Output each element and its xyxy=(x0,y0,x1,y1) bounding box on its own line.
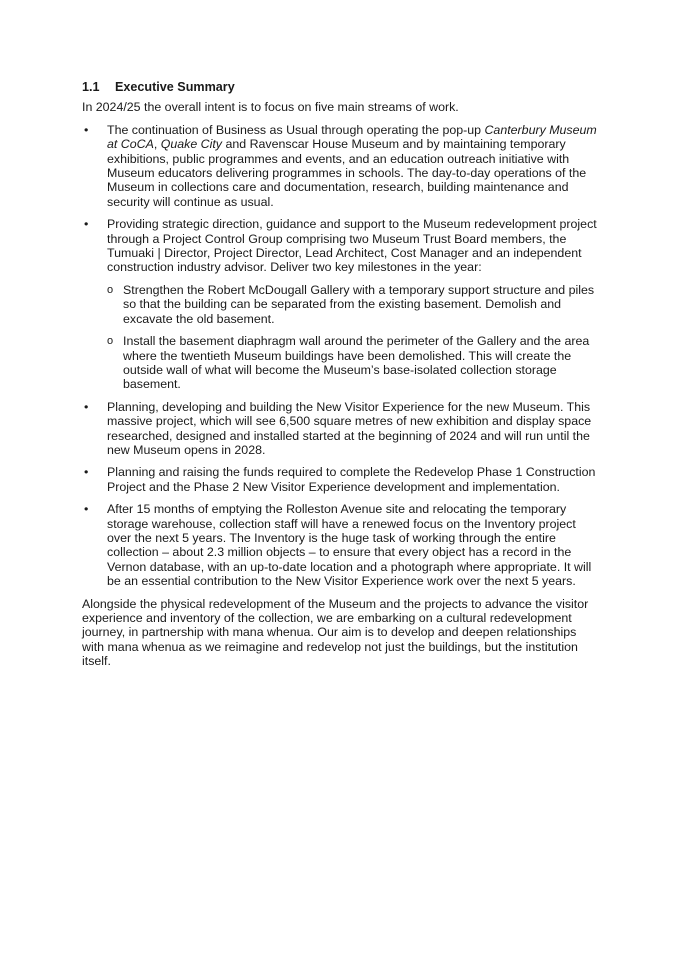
work-streams-list xyxy=(82,123,597,589)
list-item xyxy=(82,502,597,588)
closing-paragraph: Alongside the physical redevelopment of the Museum and the projects to advance the visitor experience and inventory of the collection, we are embarking on a cultural redevelopment journey, in partnership with mana whenua. Our aim is to develop and deepen relationships with mana whenua as we reimagine and redevelop not just the buildings, but the institution itself. xyxy=(82,596,589,669)
bullet-text: Providing strategic direction, guidance and support to the Museum redevelopment project through a Project Control Group comprising two Museum Trust Board members, the Tumuaki | Director, Project Director, Lead Architect, Cost Manager and an independent construction industry advisor. Deliver two key milestones in the year: xyxy=(107,217,597,275)
section-title: Executive Summary xyxy=(115,80,235,94)
sub-list-item xyxy=(107,283,597,326)
bullet-text: Planning and raising the funds required to complete the Redevelop Phase 1 Construction Project and the Phase 2 New Visitor Experience development and implementation. xyxy=(107,465,596,494)
milestones-list xyxy=(107,283,597,392)
sub-bullet-text: Strengthen the Robert McDougall Gallery with a temporary support structure and piles so that the building can be separated from the existing basement. Demolish and excavate the old basement. xyxy=(123,282,595,326)
list-item xyxy=(82,123,597,209)
bullet-text: After 15 months of emptying the Rolleston Avenue site and relocating the temporary storage warehouse, collection staff will have a renewed focus on the Inventory project over the next 5 years. The Inventory is the huge task of working through the entire collection – about 2.3 million objects – to ensure that every object has a record in the Vernon database, with an up-to-date location and a photograph where appropriate. It will be an essential contribution to the New Visitor Experience work over the next 5 years. xyxy=(107,502,592,589)
list-item xyxy=(82,465,597,494)
bullet-glyph: • xyxy=(84,502,89,517)
bullet-text xyxy=(107,123,597,209)
sub-bullet-glyph: o xyxy=(107,283,114,296)
bullet-text-part: The continuation of Business as Usual through operating the pop-up xyxy=(107,122,485,137)
list-item xyxy=(82,400,597,458)
intro-paragraph: In 2024/25 the overall intent is to focus on five main streams of work. xyxy=(82,100,459,115)
bullet-text: Planning, developing and building the New Visitor Experience for the new Museum. This massive project, which will see 6,500 square metres of new exhibition and display space researched, designed and installed started at the beginning of 2024 and will run until the new Museum opens in 2028. xyxy=(107,399,592,457)
bullet-glyph: • xyxy=(84,217,89,232)
section-number: 1.1 xyxy=(82,80,100,94)
sub-bullet-text: Install the basement diaphragm wall around the perimeter of the Gallery and the area where the twentieth Museum buildings have been demolished. This will create the outside wall of what will become the Museum’s base-isolated collection storage basement. xyxy=(123,334,590,392)
document-page xyxy=(82,80,597,669)
bullet-glyph: • xyxy=(84,465,89,480)
quake-city-italic: Quake City xyxy=(160,137,223,152)
bullet-text-part: and Ravenscar House Museum and by maintaining temporary exhibitions, public programmes and events, and an education outreach initiative with Museum educators delivering programmes in schools. The day-to-day operations of the Museum in collections care and documentation, research, building maintenance and security will continue as usual. xyxy=(107,137,587,209)
list-item xyxy=(82,217,597,391)
bullet-glyph: • xyxy=(84,399,89,414)
bullet-text-part: , xyxy=(153,137,161,152)
section-heading xyxy=(82,80,597,94)
sub-bullet-glyph: o xyxy=(107,335,114,348)
bullet-glyph: • xyxy=(84,122,89,137)
museum-name-italic: Canterbury Museum at CoCA xyxy=(107,122,597,152)
sub-list-item xyxy=(107,334,597,392)
